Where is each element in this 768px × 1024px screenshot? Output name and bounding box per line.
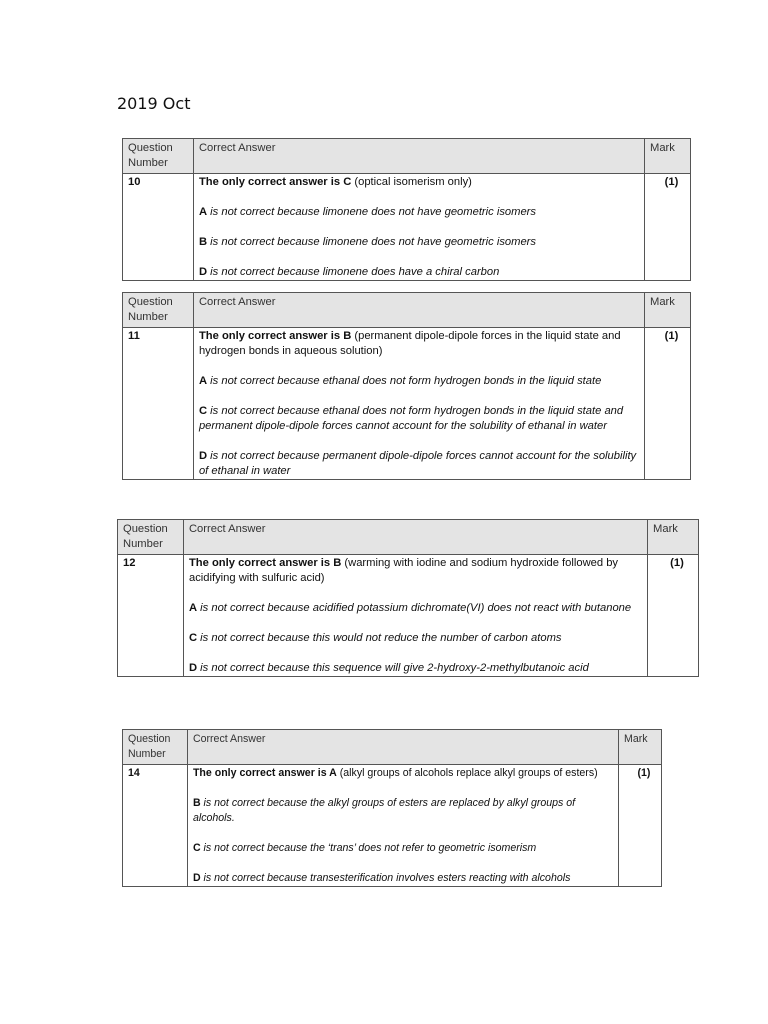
option-letter: A: [198, 206, 208, 218]
answer-table-q10: [122, 138, 691, 281]
correct-answer-line: [193, 766, 613, 781]
mark-cell: [619, 765, 662, 887]
table-header-row: [123, 293, 691, 328]
explanation: [199, 205, 639, 220]
header-question-number: Question Number: [123, 139, 194, 174]
header-correct-answer: Correct Answer: [187, 730, 618, 765]
answer-row: [118, 555, 699, 677]
explanation: [199, 235, 639, 250]
mark-cell: [645, 328, 691, 480]
option-letter: A: [198, 375, 208, 387]
explanation-text: is not correct because limonene does not have geometric isomers: [207, 206, 537, 218]
explanation-text: is not correct because limonene does not have geometric isomers: [207, 236, 537, 248]
option-letter: B: [192, 797, 201, 809]
explanation-text: is not correct because transesterification involves esters reacting with alcohols: [200, 872, 571, 884]
mark-value: (1): [670, 557, 684, 569]
header-correct-answer: Correct Answer: [183, 520, 647, 555]
option-letter: C: [198, 405, 208, 417]
explanation-text: is not correct because ethanal does not form hydrogen bonds in the liquid state: [207, 375, 602, 387]
correct-answer-lead: The only correct answer is B: [188, 557, 342, 569]
header-correct-answer: Correct Answer: [193, 293, 644, 328]
explanation: [189, 601, 642, 616]
explanation-text: is not correct because this would not reduce the number of carbon atoms: [197, 632, 562, 644]
correct-answer-line: [199, 175, 639, 190]
header-mark: Mark: [645, 139, 691, 174]
mark-value: (1): [637, 767, 651, 779]
mark-value: (1): [664, 176, 679, 188]
option-letter: B: [198, 236, 208, 248]
header-question-number: Question Number: [123, 293, 194, 328]
correct-answer-detail: (alkyl groups of alcohols replace alkyl groups of esters): [336, 767, 598, 779]
option-letter: D: [188, 662, 198, 674]
answer-table-q12: [117, 519, 699, 677]
option-letter: D: [198, 450, 208, 462]
question-number: 10: [123, 174, 194, 281]
correct-answer-detail: (optical isomerism only): [351, 176, 472, 188]
question-number: 12: [118, 555, 184, 677]
answer-cell: [193, 174, 644, 281]
correct-answer-line: [189, 556, 642, 586]
explanation: [199, 449, 639, 479]
table-header-row: [118, 520, 699, 555]
question-number: 11: [123, 328, 194, 480]
answer-cell: [183, 555, 647, 677]
explanation-text: is not correct because the alkyl groups of esters are replaced by alkyl groups of alcohols.: [192, 797, 576, 824]
explanation: [193, 871, 613, 886]
table-header-row: [123, 730, 662, 765]
explanation: [193, 841, 613, 856]
answer-table-q11: [122, 292, 691, 480]
explanation: [199, 265, 639, 280]
correct-answer-line: [199, 329, 639, 359]
option-letter: D: [192, 872, 201, 884]
answer-cell: [193, 328, 644, 480]
header-mark: Mark: [645, 293, 691, 328]
explanation: [189, 631, 642, 646]
header-mark: Mark: [619, 730, 662, 765]
correct-answer-lead: The only correct answer is C: [198, 176, 352, 188]
answer-row: [123, 765, 662, 887]
correct-answer-detail: (warming with iodine and sodium hydroxide followed by acidifying with sulfuric acid): [188, 557, 619, 584]
answer-row: [123, 174, 691, 281]
correct-answer-lead: The only correct answer is A: [192, 767, 337, 779]
answer-row: [123, 328, 691, 480]
mark-cell: [648, 555, 699, 677]
explanation: [189, 661, 642, 676]
header-question-number: Question Number: [118, 520, 184, 555]
header-question-number: Question Number: [123, 730, 188, 765]
header-mark: Mark: [648, 520, 699, 555]
mark-cell: [645, 174, 691, 281]
option-letter: D: [198, 266, 208, 278]
explanation-text: is not correct because ethanal does not form hydrogen bonds in the liquid state and permanent dipole-dipole forces cannot account for the solubility of ethanal in water: [198, 405, 624, 432]
page-heading: 2019 Oct: [117, 94, 191, 113]
explanation-text: is not correct because this sequence will give 2-hydroxy-2-methylbutanoic acid: [197, 662, 589, 674]
correct-answer-lead: The only correct answer is B: [198, 330, 352, 342]
answer-table-q14: [122, 729, 662, 887]
explanation-text: is not correct because permanent dipole-dipole forces cannot account for the solubility of ethanal in water: [198, 450, 637, 477]
explanation-text: is not correct because the ‘trans’ does not refer to geometric isomerism: [200, 842, 537, 854]
option-letter: C: [188, 632, 198, 644]
correct-answer-detail: (permanent dipole-dipole forces in the liquid state and hydrogen bonds in aqueous solution): [198, 330, 621, 357]
explanation: [199, 374, 639, 389]
explanation: [199, 404, 639, 434]
question-number: 14: [123, 765, 188, 887]
mark-value: (1): [664, 330, 679, 342]
header-correct-answer: Correct Answer: [193, 139, 644, 174]
option-letter: A: [188, 602, 198, 614]
option-letter: C: [192, 842, 201, 854]
explanation-text: is not correct because limonene does have a chiral carbon: [207, 266, 500, 278]
answer-cell: [187, 765, 618, 887]
explanation-text: is not correct because acidified potassium dichromate(VI) does not react with butanone: [197, 602, 632, 614]
explanation: [193, 796, 613, 826]
table-header-row: [123, 139, 691, 174]
